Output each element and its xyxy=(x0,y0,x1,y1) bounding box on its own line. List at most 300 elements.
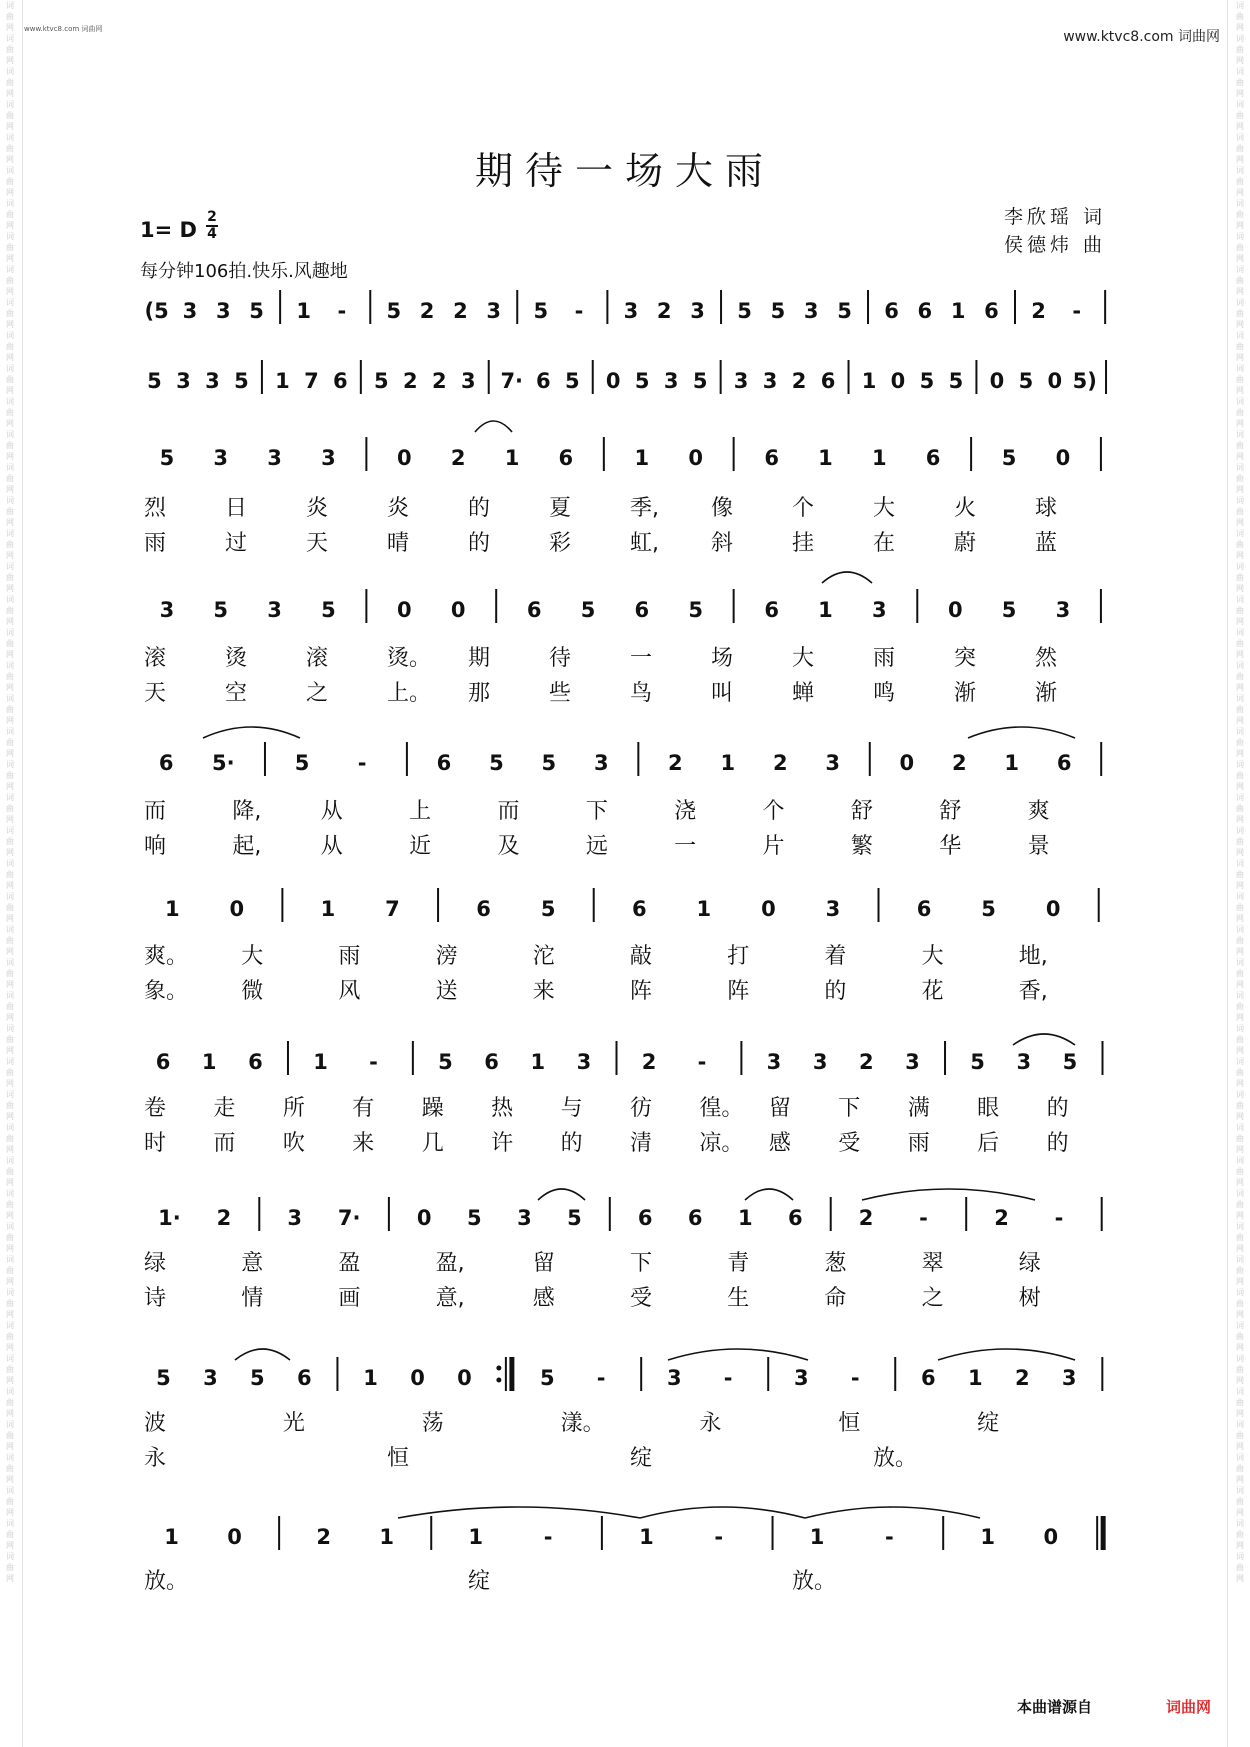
note: 0 xyxy=(410,1366,425,1390)
lyric-char: 画 xyxy=(338,1286,361,1311)
lyric-char: 放。 xyxy=(144,1569,189,1594)
lyric-char: 而 xyxy=(144,799,167,824)
note: 0 xyxy=(1045,897,1061,921)
lyric-char: 些 xyxy=(549,681,572,706)
right-watermark-strip: 词曲网词曲网词曲网词曲网词曲网词曲网词曲网词曲网词曲网词曲网词曲网词曲网词曲网词曲网词曲网词曲网词曲网词曲网词曲网词曲网词曲网词曲网词曲网词曲网词曲网词曲网词曲网词曲网词曲网词曲网词曲网词曲网词曲网词曲网词曲网词曲网词曲网词曲网词曲网词曲网词曲网词曲网词曲网词曲网词曲网词曲网词曲网词曲网 xyxy=(1236,1,1244,1583)
lyric-char: 放。 xyxy=(792,1569,837,1594)
note: 5 xyxy=(533,299,549,323)
lyric-char: 日 xyxy=(225,496,248,521)
lyric-char: 下 xyxy=(630,1251,653,1276)
note: 6 xyxy=(526,598,542,622)
note: - xyxy=(723,1366,733,1390)
lyric-line xyxy=(144,681,1057,706)
lyric-char: 恒 xyxy=(838,1411,861,1436)
note: 3 xyxy=(905,1050,920,1074)
lyric-char: 而 xyxy=(497,799,520,824)
lyric-char: 绿 xyxy=(144,1251,167,1276)
note: 3 xyxy=(1055,598,1071,622)
note: 5 xyxy=(970,1050,985,1074)
lyric-char: 在 xyxy=(873,531,896,556)
note: 0 xyxy=(450,598,466,622)
note: 2 xyxy=(402,369,418,393)
lyric-char: 绽 xyxy=(630,1446,653,1471)
lyric-char: 阵 xyxy=(727,979,750,1004)
note: 0 xyxy=(761,897,776,921)
slur xyxy=(640,1507,805,1518)
note: 1 xyxy=(320,897,336,921)
lyric-char: 香, xyxy=(1018,979,1048,1004)
note: 2 xyxy=(668,751,683,775)
lyric-line xyxy=(144,1131,1069,1156)
lyric-char: 几 xyxy=(421,1131,444,1156)
note: 5 xyxy=(1062,1050,1078,1074)
note: 6 xyxy=(634,598,650,622)
lyric-char: 下 xyxy=(838,1096,861,1121)
note: 6 xyxy=(558,446,574,470)
lyric-char: 情 xyxy=(241,1286,264,1311)
lyric-char: 繁 xyxy=(850,834,873,859)
note: 6 xyxy=(436,751,452,775)
slur xyxy=(1013,1034,1075,1045)
lyric-char: 然 xyxy=(1035,646,1058,671)
lyric-line xyxy=(144,834,1050,859)
note: 1 xyxy=(201,1050,217,1074)
lyric-char: 过 xyxy=(225,531,248,556)
lyric-char: 命 xyxy=(824,1286,847,1311)
note: 5 xyxy=(692,369,708,393)
note: - xyxy=(1054,1206,1064,1230)
lyric-char: 鸣 xyxy=(873,681,896,706)
lyric-char: 舒 xyxy=(850,799,873,824)
note: 5 xyxy=(373,369,389,393)
note: - xyxy=(543,1525,553,1549)
lyric-line xyxy=(144,1446,917,1471)
note: 2 xyxy=(1031,299,1046,323)
note: 7 xyxy=(385,897,400,921)
lyric-char: 雨 xyxy=(338,944,361,969)
note: 1 xyxy=(968,1366,983,1390)
lyric-char: 之 xyxy=(921,1286,944,1311)
note: 5 xyxy=(567,1206,582,1230)
lyric-char: 翠 xyxy=(921,1251,944,1276)
note: 0 xyxy=(605,369,621,393)
note: - xyxy=(1072,299,1082,323)
lyric-char: 彩 xyxy=(549,531,572,556)
note: 6 xyxy=(296,1366,312,1390)
lyric-char: 意 xyxy=(241,1251,264,1276)
note: 5 xyxy=(156,1366,171,1390)
note: 3 xyxy=(267,598,282,622)
note: 3 xyxy=(159,598,175,622)
note: 6 xyxy=(248,1050,263,1074)
lyric-char: 炎 xyxy=(387,496,410,521)
note: 2 xyxy=(791,369,807,393)
lyric-char: 鸟 xyxy=(630,681,653,706)
lyric-char: 烫 xyxy=(225,646,248,671)
note: 2 xyxy=(858,1050,874,1074)
note: 3 xyxy=(176,369,191,393)
note: 5 xyxy=(1001,446,1017,470)
note: 3 xyxy=(803,299,819,323)
note: 3 xyxy=(762,369,778,393)
lyric-line xyxy=(144,1411,999,1436)
score-row xyxy=(164,1516,1103,1550)
note: 5 xyxy=(294,751,310,775)
note: 0 xyxy=(890,369,906,393)
note: - xyxy=(574,299,584,323)
note: 3 xyxy=(871,598,887,622)
note: - xyxy=(697,1050,707,1074)
note: 3 xyxy=(794,1366,809,1390)
note: 1 xyxy=(871,446,887,470)
lyric-char: 远 xyxy=(585,834,608,859)
note: - xyxy=(714,1525,724,1549)
lyric-char: 渐 xyxy=(954,681,977,706)
lyric-char: 受 xyxy=(630,1286,653,1311)
lyric-char: 彷 xyxy=(630,1096,653,1121)
note: 5 xyxy=(321,598,336,622)
note: 5 xyxy=(466,1206,482,1230)
note: 0 xyxy=(229,897,245,921)
lyric-char: 感 xyxy=(532,1286,555,1311)
note: 0 xyxy=(397,446,412,470)
note: 6 xyxy=(984,299,999,323)
note: 1 xyxy=(634,446,650,470)
note: - xyxy=(337,299,347,323)
lyric-char: 风 xyxy=(338,979,361,1004)
note: 5 xyxy=(159,446,175,470)
lyric-char: 诗 xyxy=(144,1286,167,1311)
lyric-char: 片 xyxy=(762,834,785,859)
note: 3 xyxy=(825,751,841,775)
lyric-char: 打 xyxy=(727,944,750,969)
lyric-char: 降, xyxy=(232,799,262,824)
slur xyxy=(938,1349,1075,1360)
lyric-char: 雨 xyxy=(144,531,167,556)
lyric-char: 华 xyxy=(939,834,962,859)
lyric-char: 大 xyxy=(921,944,944,969)
note: 5 xyxy=(919,369,935,393)
note: 2 xyxy=(951,751,967,775)
lyric-char: 的 xyxy=(468,496,491,521)
lyric-char: 大 xyxy=(241,944,264,969)
note: 6 xyxy=(916,897,932,921)
note: 5 xyxy=(1018,369,1034,393)
lyric-char: 挂 xyxy=(792,531,815,556)
note: 6 xyxy=(687,1206,703,1230)
lyric-char: 像 xyxy=(711,496,734,521)
score-row xyxy=(145,290,1106,324)
lyric-char: 与 xyxy=(560,1096,583,1121)
time-signature-bottom: 4 xyxy=(207,226,217,242)
note: 1· xyxy=(158,1206,181,1230)
note: 5 xyxy=(948,369,964,393)
note: 0 xyxy=(688,446,703,470)
repeat-dot xyxy=(496,1378,501,1383)
lyric-char: 盈, xyxy=(435,1251,465,1276)
note: 6 xyxy=(333,369,348,393)
lyric-char: 沱 xyxy=(532,944,555,969)
lyric-line xyxy=(144,1251,1041,1276)
note: 6 xyxy=(484,1050,499,1074)
note: 0 xyxy=(947,598,963,622)
note: 5 xyxy=(580,598,596,622)
note: 3 xyxy=(690,299,705,323)
note: 3 xyxy=(766,1050,782,1074)
lyric-char: 吹 xyxy=(282,1131,305,1156)
note: 6 xyxy=(155,1050,171,1074)
lyric-char: 火 xyxy=(954,496,977,521)
note: 6 xyxy=(917,299,933,323)
lyric-char: 着 xyxy=(824,944,847,969)
lyric-char: 有 xyxy=(352,1096,375,1121)
note: 1 xyxy=(696,897,712,921)
score-row xyxy=(160,589,1101,623)
lyric-char: 留 xyxy=(532,1251,555,1276)
time-signature-top: 2 xyxy=(207,209,217,225)
lyric-char: 恒 xyxy=(387,1446,410,1471)
slur xyxy=(235,1349,290,1360)
note: 3 xyxy=(213,446,229,470)
tempo-marking: 每分钟106拍.快乐.风趣地 xyxy=(140,261,348,282)
lyric-char: 滂 xyxy=(435,944,458,969)
note: (5 xyxy=(144,299,169,323)
note: 3 xyxy=(203,1366,218,1390)
lyric-char: 地, xyxy=(1018,944,1048,969)
note: 5 xyxy=(386,299,402,323)
note: 5 xyxy=(539,1366,555,1390)
lyric-char: 从 xyxy=(320,834,343,859)
score-row xyxy=(156,1041,1103,1075)
note: 1 xyxy=(1004,751,1020,775)
lyric-char: 天 xyxy=(306,531,329,556)
lyric-char: 留 xyxy=(768,1096,791,1121)
note: 3 xyxy=(321,446,336,470)
note: - xyxy=(850,1366,860,1390)
note: - xyxy=(596,1366,606,1390)
lyric-char: 个 xyxy=(762,799,785,824)
lyric-line xyxy=(144,646,1058,671)
note: 1 xyxy=(296,299,311,323)
note: 1 xyxy=(950,299,966,323)
note: 5 xyxy=(981,897,996,921)
note: 3 xyxy=(825,897,841,921)
lyric-char: 叫 xyxy=(711,681,734,706)
lyric-char: 空 xyxy=(225,681,248,706)
note: 3 xyxy=(1016,1050,1032,1074)
note: 1 xyxy=(861,369,877,393)
lyric-char: 之 xyxy=(306,681,329,706)
note: 3 xyxy=(576,1050,592,1074)
lyric-char: 躁 xyxy=(421,1096,444,1121)
note: 0 xyxy=(397,598,412,622)
lyric-char: 生 xyxy=(727,1286,750,1311)
slur xyxy=(668,1349,808,1360)
lyric-char: 的 xyxy=(560,1131,583,1156)
lyric-char: 及 xyxy=(497,834,520,859)
lyric-char: 徨。 xyxy=(699,1096,744,1121)
lyric-char: 季, xyxy=(630,496,659,521)
note: 5 xyxy=(688,598,703,622)
lyric-char: 受 xyxy=(838,1131,861,1156)
note: 6 xyxy=(476,897,491,921)
lyric-char: 场 xyxy=(711,646,734,671)
note: 2 xyxy=(453,299,468,323)
slur xyxy=(745,1189,793,1200)
note: 1 xyxy=(313,1050,328,1074)
slur xyxy=(203,727,300,738)
note: 2 xyxy=(216,1206,232,1230)
lyric-char: 虹, xyxy=(630,531,659,556)
lyric-char: 炎 xyxy=(306,496,329,521)
lyric-char: 夏 xyxy=(549,496,572,521)
key-signature: 1= D xyxy=(140,218,197,242)
note: 6 xyxy=(764,598,779,622)
lyric-line xyxy=(144,1096,1069,1121)
lyric-char: 滚 xyxy=(306,646,329,671)
lyric-char: 许 xyxy=(491,1131,514,1156)
lyric-char: 花 xyxy=(921,979,944,1004)
note: 0 xyxy=(1043,1525,1059,1549)
note: 5 xyxy=(249,299,264,323)
slur xyxy=(538,1189,585,1200)
note: 6 xyxy=(820,369,836,393)
lyric-char: 的 xyxy=(1046,1131,1069,1156)
lyric-char: 荡 xyxy=(421,1411,444,1436)
lyric-char: 盈 xyxy=(338,1251,361,1276)
note: 3 xyxy=(663,369,679,393)
note: 5 xyxy=(234,369,249,393)
note: 6 xyxy=(764,446,779,470)
note: 6 xyxy=(631,897,647,921)
composer-credit: 侯德炜 曲 xyxy=(1004,234,1107,256)
lyric-char: 微 xyxy=(241,979,264,1004)
note: 3 xyxy=(205,369,220,393)
lyric-char: 一 xyxy=(630,646,653,671)
lyric-char: 的 xyxy=(824,979,847,1004)
lyric-char: 蔚 xyxy=(954,531,977,556)
note: 6 xyxy=(884,299,899,323)
slur xyxy=(822,572,872,583)
note: 5 xyxy=(541,751,557,775)
note: 1 xyxy=(164,1525,179,1549)
source-label: 本曲谱源自 xyxy=(1017,1698,1093,1716)
lyric-char: 近 xyxy=(409,834,432,859)
note: 6 xyxy=(637,1206,653,1230)
note: 3 xyxy=(623,299,639,323)
lyric-char: 卷 xyxy=(144,1096,167,1121)
lyric-char: 永 xyxy=(144,1446,167,1471)
lyric-char: 光 xyxy=(282,1411,305,1436)
lyric-char: 满 xyxy=(907,1096,930,1121)
note: 5 xyxy=(213,598,229,622)
lyric-char: 一 xyxy=(674,834,697,859)
note: 2 xyxy=(656,299,672,323)
lyric-line xyxy=(144,1569,836,1594)
note: - xyxy=(919,1206,928,1230)
note: 0 xyxy=(1047,369,1063,393)
note: 2 xyxy=(450,446,466,470)
note: 1 xyxy=(275,369,290,393)
note: 2 xyxy=(431,369,447,393)
note: 5 xyxy=(540,897,556,921)
lyric-char: 响 xyxy=(144,834,167,859)
lyric-char: 爽 xyxy=(1027,799,1050,824)
lyric-char: 蝉 xyxy=(792,681,815,706)
note: 6 xyxy=(925,446,941,470)
note: 0 xyxy=(457,1366,472,1390)
lyric-char: 青 xyxy=(727,1251,750,1276)
lyric-char: 雨 xyxy=(873,646,896,671)
lyric-char: 时 xyxy=(144,1131,167,1156)
lyric-char: 天 xyxy=(144,681,167,706)
note: 5 xyxy=(489,751,504,775)
lyric-char: 斜 xyxy=(711,531,734,556)
lyric-char: 景 xyxy=(1027,834,1050,859)
note: - xyxy=(357,751,367,775)
song-title: 期待一场大雨 xyxy=(474,149,775,193)
lyric-char: 永 xyxy=(699,1411,722,1436)
note: 5 xyxy=(737,299,752,323)
note: 2 xyxy=(316,1525,331,1549)
note: 3 xyxy=(486,299,502,323)
lyric-char: 雨 xyxy=(907,1131,930,1156)
small-site-url: www.ktvc8.com 词曲网 xyxy=(24,25,103,33)
note: 2 xyxy=(994,1206,1009,1230)
lyric-line xyxy=(144,496,1057,521)
note: 6 xyxy=(921,1366,936,1390)
note: 5 xyxy=(438,1050,453,1074)
note: 0 xyxy=(1055,446,1071,470)
note: 1 xyxy=(530,1050,546,1074)
lyric-char: 树 xyxy=(1018,1286,1041,1311)
note: 5 xyxy=(837,299,852,323)
lyric-char: 绽 xyxy=(468,1569,491,1594)
lyric-char: 感 xyxy=(768,1131,791,1156)
slur xyxy=(968,727,1075,738)
lyric-char: 上 xyxy=(409,799,432,824)
lyric-char: 浇 xyxy=(674,799,697,824)
note: 7· xyxy=(337,1206,361,1230)
lyric-char: 凉。 xyxy=(699,1131,744,1156)
note: 6 xyxy=(158,751,174,775)
lyric-char: 意, xyxy=(435,1286,465,1311)
lyric-char: 而 xyxy=(213,1131,236,1156)
note: 3 xyxy=(182,299,198,323)
lyric-char: 从 xyxy=(320,799,343,824)
note: 3 xyxy=(594,751,609,775)
score-row xyxy=(156,1357,1102,1391)
note: 1 xyxy=(818,446,833,470)
note: 7 xyxy=(304,369,319,393)
lyric-char: 漾。 xyxy=(560,1411,605,1436)
note: 3 xyxy=(733,369,749,393)
lyric-line xyxy=(144,531,1057,556)
lyric-char: 那 xyxy=(468,681,491,706)
lyric-char: 球 xyxy=(1035,496,1058,521)
note: 5) xyxy=(1072,369,1097,393)
note: - xyxy=(885,1525,894,1549)
lyric-char: 来 xyxy=(352,1131,375,1156)
score-row xyxy=(147,360,1106,394)
score-row xyxy=(159,742,1101,776)
lyric-line xyxy=(144,1286,1041,1311)
lyric-char: 阵 xyxy=(630,979,653,1004)
note: 6 xyxy=(1056,751,1072,775)
note: 0 xyxy=(899,751,915,775)
slur xyxy=(862,1189,1035,1200)
lyric-char: 大 xyxy=(873,496,896,521)
